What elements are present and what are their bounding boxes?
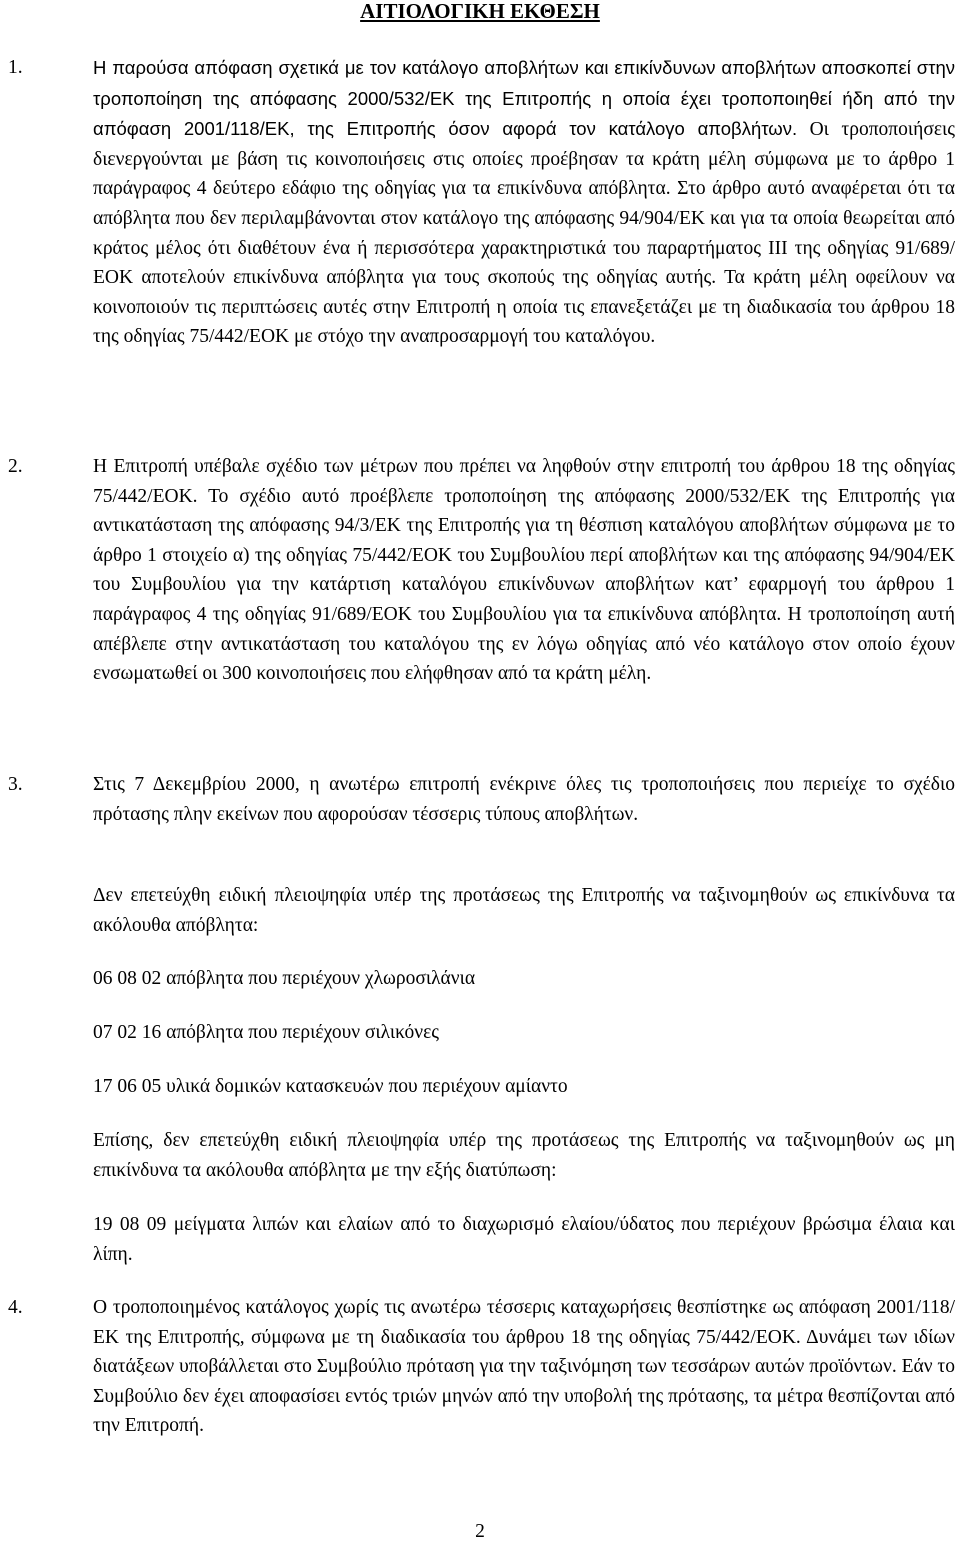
waste-item-last: 19 08 09 μείγματα λιπών και ελαίων από το διαχωρισμό ελαίου/ύδατος που περιέχουν βρώσιμα έλαια και λίπη. [93,1214,955,1265]
section-3-hazardous-intro: Δεν επετεύχθη ειδική πλειοψηφία υπέρ της προτάσεως της Επιτροπής να ταξινομηθούν ως επικίνδυνα τα ακόλουθα απόβλητα: [93,885,955,936]
section-2-number: 2. [8,456,23,477]
section-4-number: 4. [8,1297,23,1318]
section-2-paragraph: Η Επιτροπή υπέβαλε σχέδιο των μέτρων που πρέπει να ληφθούν στην επιτροπή του άρθρου 18 της οδηγίας 75/442/ΕΟΚ. Το σχέδιο αυτό προέβλεπε τροποποίηση της απόφασης 2000/532/ΕΚ της Επιτροπής για αντικατάσταση της απόφασης 94/3/ΕΚ της Επιτροπής για τη θέσπιση καταλόγου αποβλήτων σύμφωνα με το άρθρο 1 στοιχείο α) της οδηγίας 75/442/ΕΟΚ του Συμβουλίου περί αποβλήτων και της απόφασης 94/904/ΕΚ του Συμβουλίου για την κατάρτιση καταλόγου επικίνδυνων αποβλήτων κατ’ εφαρμογή του άρθρου 1 παράγραφος 4 της οδηγίας 91/689/ΕΟΚ του Συμβουλίου για τα επικίνδυνα απόβλητα. Η τροποποίηση αυτή απέβλεπε στην αντικατάσταση του καταλόγου της εν λόγω οδηγίας από νέο κατάλογο στον οποίο έχουν ενσωματωθεί οι 300 κοινοποιήσεις που ελήφθησαν από τα κράτη μέλη. [93,456,955,685]
section-1-serif-text: Οι τροποποιήσεις διενεργούνται με βάση τις κοινοποιήσεις στις οποίες προέβησαν τα κράτη μέλη σύμφωνα με το άρθρο 1 παράγραφος 4 δεύτερο εδάφιο της οδηγίας για τα επικίνδυνα απόβλητα. Στο άρθρο αυτό αναφέρεται ότι τα απόβλητα που δεν περιλαμβάνονται στον κατάλογο της απόφασης 94/904/ΕΚ και για τα οποία θεωρείται από κράτος μέλος ότι διαθέτουν ένα ή περισσότερα χαρακτηριστικά του παραρτήματος ΙΙΙ της οδηγίας 91/689/ΕΟΚ αποτελούν επικίνδυνα απόβλητα για τους σκοπούς της οδηγίας αυτής. Τα κράτη μέλη οφείλουν να κοινοποιούν τις περιπτώσεις αυτές στην Επιτροπή η οποία τις επανεξετάζει με τη διαδικασία του άρθρου 18 της οδηγίας 75/442/ΕΟΚ με στόχο την αναπροσαρμογή του καταλόγου. [93,119,956,348]
waste-item: 07 02 16 απόβλητα που περιέχουν σιλικόνες [93,1022,440,1043]
waste-item: 17 06 05 υλικά δομικών κατασκευών που περιέχουν αμίαντο [93,1076,568,1097]
waste-item: 06 08 02 απόβλητα που περιέχουν χλωροσιλάνια [93,968,476,989]
section-3-paragraph: Στις 7 Δεκεμβρίου 2000, η ανωτέρω επιτροπή ενέκρινε όλες τις τροποποιήσεις που περιείχε το σχέδιο πρότασης πλην εκείνων που αφορούσαν τέσσερις τύπους αποβλήτων. [93,774,955,825]
document-title: ΑΙΤΙΟΛΟΓΙΚΗ ΕΚΘΕΣΗ [360,0,600,23]
section-1-paragraph [93,53,955,352]
section-1-number: 1. [8,57,23,78]
section-1-sans-text: Η παρούσα απόφαση σχετικά με τον κατάλογο αποβλήτων και επικίνδυνων αποβλήτων αποσκοπεί στην τροποποίηση της απόφασης 2000/532/ΕΚ της Επιτροπής η οποία έχει τροποποιηθεί ήδη από την απόφαση 2001/118/ΕΚ, της Επιτροπής όσον αφορά τον κατάλογο αποβλήτων. [93,57,955,140]
section-3-non-hazardous-intro: Επίσης, δεν επετεύχθη ειδική πλειοψηφία υπέρ της προτάσεως της Επιτροπής να ταξινομηθούν ως μη επικίνδυνα τα ακόλουθα απόβλητα με την εξής διατύπωση: [93,1130,955,1181]
section-4-paragraph: Ο τροποποιημένος κατάλογος χωρίς τις ανωτέρω τέσσερις καταχωρήσεις θεσπίστηκε ως απόφαση 2001/118/ΕΚ της Επιτροπής, σύμφωνα με τη διαδικασία του άρθρου 18 της οδηγίας 75/442/ΕΟΚ. Δυνάμει των ιδίων διατάξεων υποβάλλεται στο Συμβούλιο πρόταση για την ταξινόμηση των τεσσάρων αυτών προϊόντων. Εάν το Συμβούλιο δεν έχει αποφασίσει εντός τριών μηνών από την υποβολή της πρότασης, τα μέτρα θεσπίζονται από την Επιτροπή. [93,1297,955,1437]
page-number: 2 [475,1521,485,1542]
section-3-number: 3. [8,774,23,795]
